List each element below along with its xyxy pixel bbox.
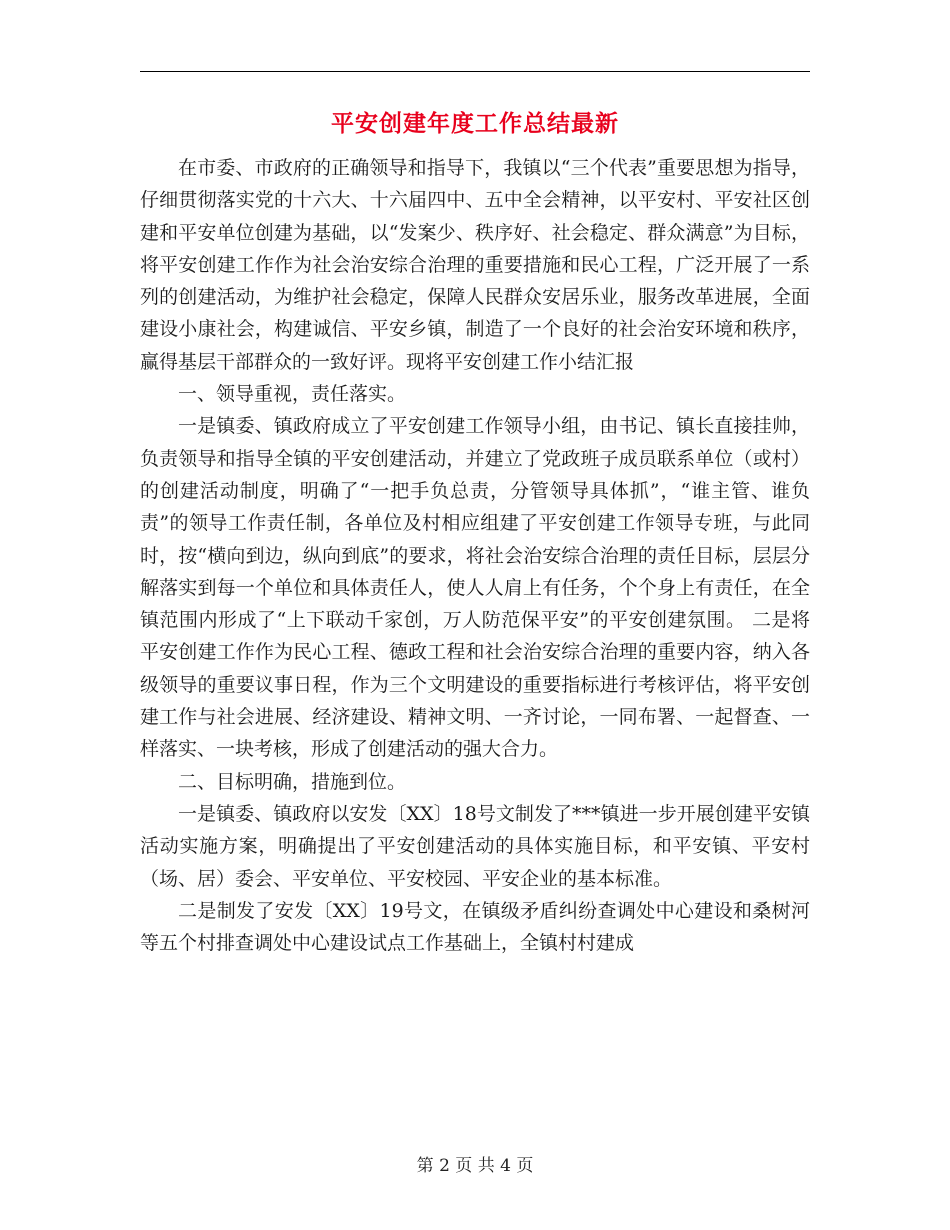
header-rule <box>140 71 810 72</box>
paragraph-section-2b: 二是制发了安发〔XX〕19号文，在镇级矛盾纠纷查调处中心建设和桑树河等五个村排查调处中心建设试点工作基础上，全镇村村建成 <box>140 899 810 955</box>
page-number: 第 2 页 共 4 页 <box>416 1156 534 1176</box>
section-heading-1: 一、领导重视，责任落实。 <box>178 383 407 406</box>
section-heading-2: 二、目标明确，措施到位。 <box>178 770 407 793</box>
document-body <box>140 152 810 959</box>
paragraph-intro: 在市委、市政府的正确领导和指导下，我镇以“三个代表”重要思想为指导，仔细贯彻落实党的十六大、十六届四中、五中全会精神，以平安村、平安社区创建和平安单位创建为基础，以“发案少、秩序好、社会稳定、群众满意”为目标，将平安创建工作作为社会治安综合治理的重要措施和民心工程，广泛开展了一系列的创建活动，为维护社会稳定，保障人民群众安居乐业，服务改革进展，全面建设小康社会，构建诚信、平安乡镇，制造了一个良好的社会治安环境和秩序，赢得基层干部群众的一致好评。现将平安创建工作小结汇报 <box>140 157 810 373</box>
paragraph-section-1: 一是镇委、镇政府成立了平安创建工作领导小组，由书记、镇长直接挂帅，负责领导和指导全镇的平安创建活动，并建立了党政班子成员联系单位（或村）的创建活动制度，明确了“一把手负总责，分管领导具体抓”，“谁主管、谁负责”的领导工作责任制，各单位及村相应组建了平安创建工作领导专班，与此同时，按“横向到边，纵向到底”的要求，将社会治安综合治理的责任目标，层层分解落实到每一个单位和具体责任人，使人人肩上有任务，个个身上有责任，在全镇范围内形成了“上下联动千家创，万人防范保平安”的平安创建氛围。 二是将平安创建工作作为民心工程、德政工程和社会治安综合治理的重要内容，纳入各级领导的重要议事日程，作为三个文明建设的重要指标进行考核评估，将平安创建工作与社会进展、经济建设、精神文明、一齐讨论，一同布署、一起督查、一样落实、一块考核，形成了创建活动的强大合力。 <box>140 415 810 761</box>
document-title: 平安创建年度工作总结最新 <box>331 110 619 137</box>
paragraph-section-2a: 一是镇委、镇政府以安发〔XX〕18号文制发了***镇进一步开展创建平安镇活动实施方案，明确提出了平安创建活动的具体实施目标，和平安镇、平安村（场、居）委会、平安单位、平安校园、平安企业的基本标准。 <box>140 802 810 890</box>
